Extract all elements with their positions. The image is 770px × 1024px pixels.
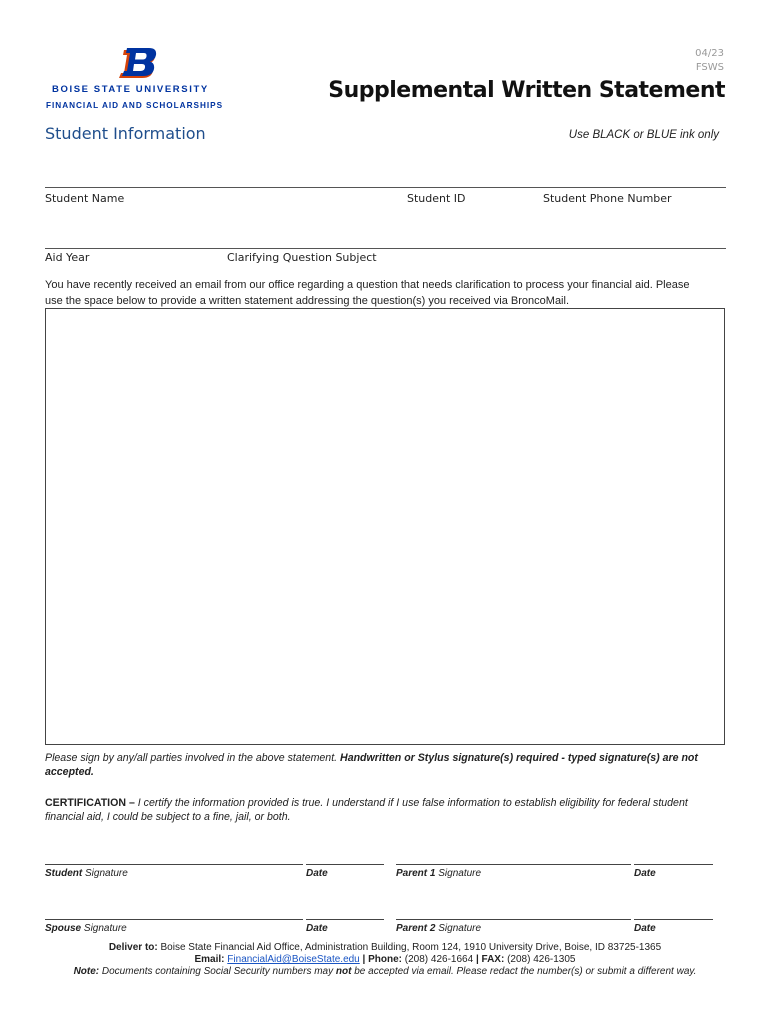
student-signature-label [45, 868, 128, 879]
parent1-signature-label-bold: Parent 1 [396, 868, 436, 879]
signature-note-plain: Please sign by any/all parties involved in the above statement. [45, 752, 341, 764]
footer-deliver-text: Boise State Financial Aid Office, Administration Building, Room 124, 1910 University Drive, Boise, ID 83725-1365 [157, 942, 662, 953]
footer-phone: (208) 426-1664 [402, 954, 476, 965]
signature-note [45, 751, 727, 779]
footer-fax-label: | FAX: [475, 954, 505, 965]
parent1-signature-line[interactable] [396, 864, 631, 865]
form-code: FSWS [695, 62, 724, 73]
parent2-date-label-text: Date [634, 923, 656, 934]
student-name-label: Student Name [45, 192, 125, 205]
student-date-label-text: Date [306, 868, 328, 879]
student-signature-line[interactable] [45, 864, 303, 865]
signature-note-bold: Handwritten or Stylus signature(s) required - typed signature(s) are not accepted. [45, 752, 698, 778]
footer-fax: (208) 426-1305 [504, 954, 576, 965]
certification-label: CERTIFICATION – [45, 797, 138, 809]
parent1-date-label [634, 868, 656, 879]
page-title: Supplemental Written Statement [328, 78, 725, 103]
instructions-line-1: You have recently received an email from our office regarding a question that needs clarification to process your financial aid. Please [45, 279, 690, 291]
certification-statement [45, 796, 727, 824]
footer-note-text-1: Documents containing Social Security numbers may [99, 966, 336, 977]
footer-email-link[interactable]: FinancialAid@BoiseState.edu [227, 954, 360, 965]
parent1-signature-label [396, 868, 481, 879]
university-name: BOISE STATE UNIVERSITY [52, 84, 209, 95]
field-divider-middle [45, 248, 726, 249]
parent2-signature-label-bold: Parent 2 [396, 923, 436, 934]
student-signature-label-bold: Student [45, 868, 83, 879]
footer-note [45, 966, 725, 978]
written-statement-box[interactable] [45, 308, 725, 745]
student-id-label: Student ID [407, 192, 466, 205]
section-title-student-information: Student Information [45, 124, 206, 143]
aid-year-label: Aid Year [45, 251, 90, 264]
spouse-signature-label [45, 923, 127, 934]
certification-text: I certify the information provided is true. I understand if I use false information to establish eligibility for federal student financial aid, I could be subject to a fine, jail, or both. [45, 797, 688, 823]
department-name: FINANCIAL AID AND SCHOLARSHIPS [46, 101, 224, 110]
student-date-label [306, 868, 328, 879]
field-divider-top [45, 187, 726, 188]
parent1-signature-label-rest: Signature [435, 868, 482, 879]
spouse-signature-label-rest: Signature [81, 923, 127, 934]
footer-deliver [45, 942, 725, 954]
footer-email-label: Email: [194, 954, 225, 965]
footer-phone-label: | Phone: [359, 954, 402, 965]
student-date-line[interactable] [306, 864, 384, 865]
parent2-signature-label [396, 923, 481, 934]
footer-note-label: Note: [73, 966, 100, 977]
footer-note-text-2: be accepted via email. Please redact the number(s) or submit a different way. [351, 966, 697, 977]
footer-note-not: not [335, 966, 352, 977]
parent1-date-line[interactable] [634, 864, 713, 865]
spouse-date-label-text: Date [306, 923, 328, 934]
student-signature-label-rest: Signature [82, 868, 128, 879]
footer-deliver-label: Deliver to: [108, 942, 158, 953]
ink-instruction: Use BLACK or BLUE ink only [568, 129, 719, 141]
footer-contact [45, 954, 725, 966]
question-subject-label: Clarifying Question Subject [227, 251, 377, 264]
parent2-signature-line[interactable] [396, 919, 631, 920]
spouse-signature-label-bold: Spouse [45, 923, 82, 934]
student-phone-label: Student Phone Number [543, 192, 672, 205]
boise-state-logo-icon [118, 48, 158, 80]
form-date: 04/23 [695, 48, 724, 59]
spouse-date-line[interactable] [306, 919, 384, 920]
spouse-date-label [306, 923, 328, 934]
instructions-line-2: use the space below to provide a written statement addressing the question(s) you received via BroncoMail. [45, 295, 570, 307]
parent2-date-line[interactable] [634, 919, 713, 920]
spouse-signature-line[interactable] [45, 919, 303, 920]
parent1-date-label-text: Date [634, 868, 656, 879]
parent2-date-label [634, 923, 656, 934]
parent2-signature-label-rest: Signature [435, 923, 482, 934]
